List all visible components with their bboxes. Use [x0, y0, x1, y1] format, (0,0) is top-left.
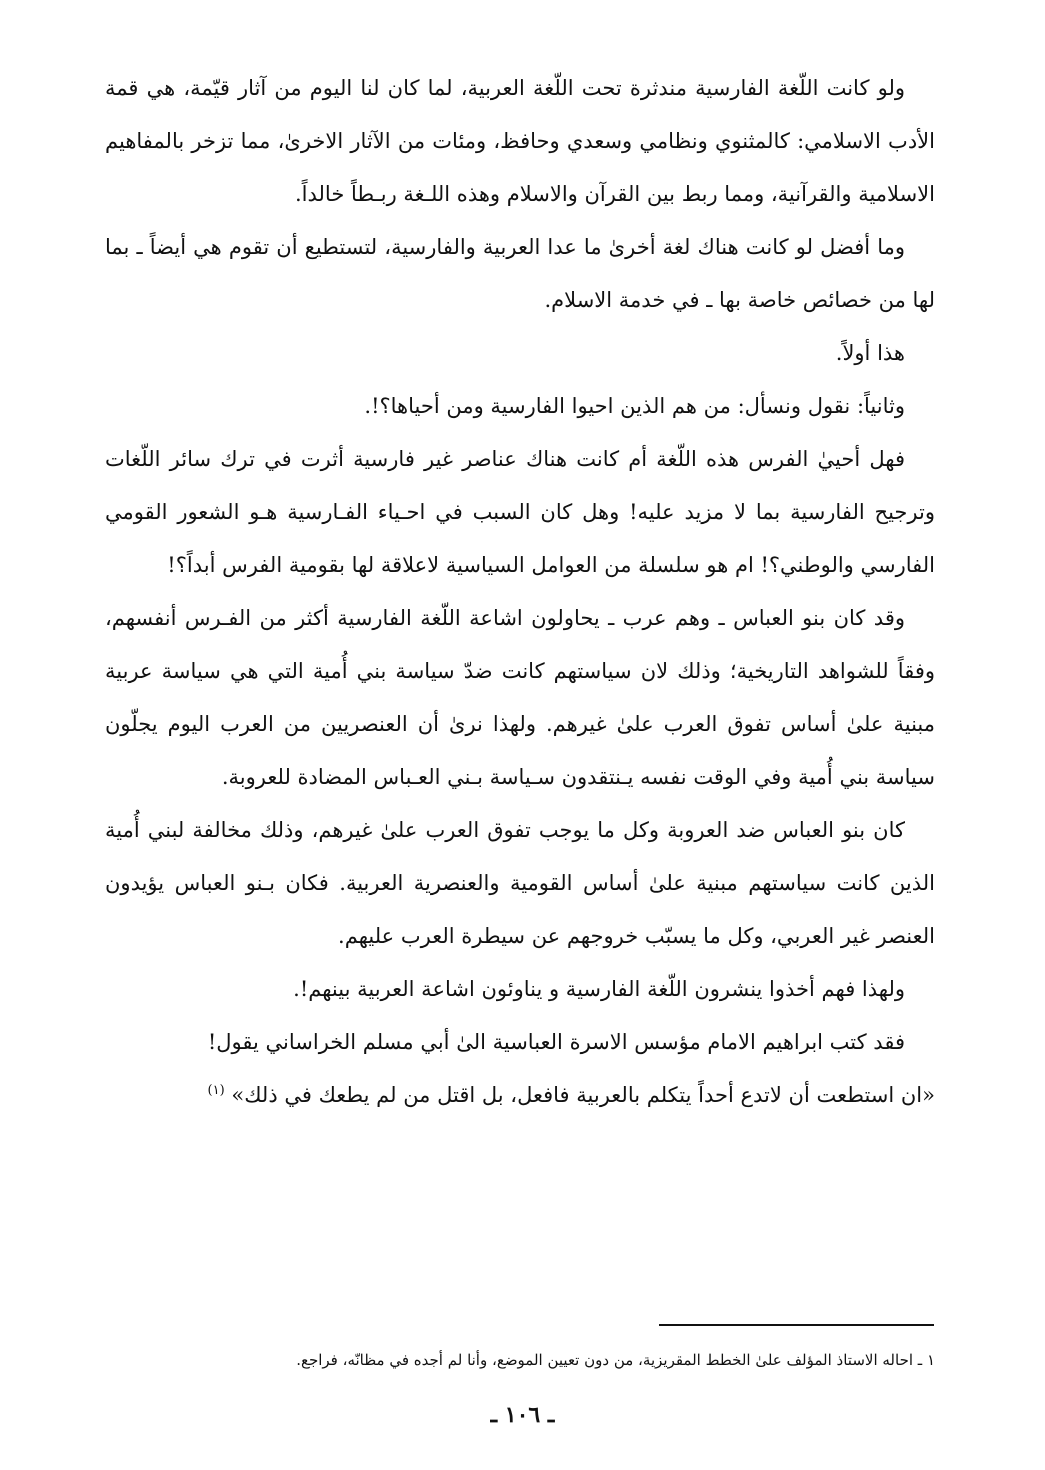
paragraph: ولو كانت اللّغة الفارسية مندثرة تحت اللّغة العربية، لما كان لنا اليوم من آثار قيّمة، هي قمة الأدب الاسلامي: كالمثنوي ونظامي وسعدي وحافظ، ومئات من الآثار الاخرىٰ، مما تزخر بالمفاهيم الاسلامية والقرآنية، ومما ربط بين القرآن والاسلام وهذه اللـغة ربـطاً خالداً.	[105, 76, 935, 206]
body-text	[105, 62, 935, 1122]
paragraph: وثانياً: نقول ونسأل: من هم الذين احيوا الفارسية ومن أحياها؟!.	[364, 394, 905, 418]
paragraph: هذا أولاً.	[835, 341, 905, 365]
quote-text: «ان استطعت أن لاتدع أحداً يتكلم بالعربية فافعل، بل اقتل من لم يطعك في ذلك»	[231, 1083, 935, 1107]
page-number: ـ ١٠٦ ـ	[490, 1402, 555, 1428]
paragraph: وما أفضل لو كانت هناك لغة أخرىٰ ما عدا العربية والفارسية، لتستطيع أن تقوم هي أيضاً ـ بما لها من خصائص خاصة بها ـ في خدمة الاسلام.	[105, 235, 935, 312]
paragraph: فهل أحييٰ الفرس هذه اللّغة أم كانت هناك عناصر غير فارسية أثرت في ترك سائر اللّغات وترجيح الفارسية بما لا مزيد عليه! وهل كان السبب في احـياء الفـارسية هـو الشعور القومي الفارسي والوطني؟! ام هو سلسلة من العوامل السياسية لاعلاقة لها بقومية الفرس أبداً؟!	[105, 447, 935, 577]
footnote: ١ ـ احاله الاستاذ المؤلف علىٰ الخطط المقريزية، من دون تعيين الموضع، وأنا لم أجده في مظانّه، فراجع.	[296, 1351, 935, 1369]
footnote-marker[interactable]: (١)	[207, 1083, 225, 1098]
paragraph: وقد كان بنو العباس ـ وهم عرب ـ يحاولون اشاعة اللّغة الفارسية أكثر من الفـرس أنفسهم، وفقاً للشواهد التاريخية؛ وذلك لان سياستهم كانت ضدّ سياسة بني أُمية التي هي سياسة عربية مبنية علىٰ أساس تفوق العرب علىٰ غيرهم. ولهذا نرىٰ أن العنصريين من العرب اليوم يجلّون سياسة بني أُمية وفي الوقت نفسه يـنتقدون سـياسة بـني العـباس المضادة للعروبة.	[105, 606, 935, 789]
paragraph: ولهذا فهم أخذوا ينشرون اللّغة الفارسية و يناوئون اشاعة العربية بينهم!.	[293, 977, 905, 1001]
footnote-divider	[659, 1324, 934, 1326]
paragraph: فقد كتب ابراهيم الامام مؤسس الاسرة العباسية الىٰ أبي مسلم الخراساني يقول!	[207, 1030, 905, 1054]
paragraph: كان بنو العباس ضد العروبة وكل ما يوجب تفوق العرب علىٰ غيرهم، وذلك مخالفة لبني أُمية الذين كانت سياستهم مبنية علىٰ أساس القومية والعنصرية العربية. فكان بـنو العباس يؤيدون العنصر غير العربي، وكل ما يسبّب خروجهم عن سيطرة العرب عليهم.	[105, 818, 935, 948]
quote-paragraph	[105, 1069, 935, 1122]
